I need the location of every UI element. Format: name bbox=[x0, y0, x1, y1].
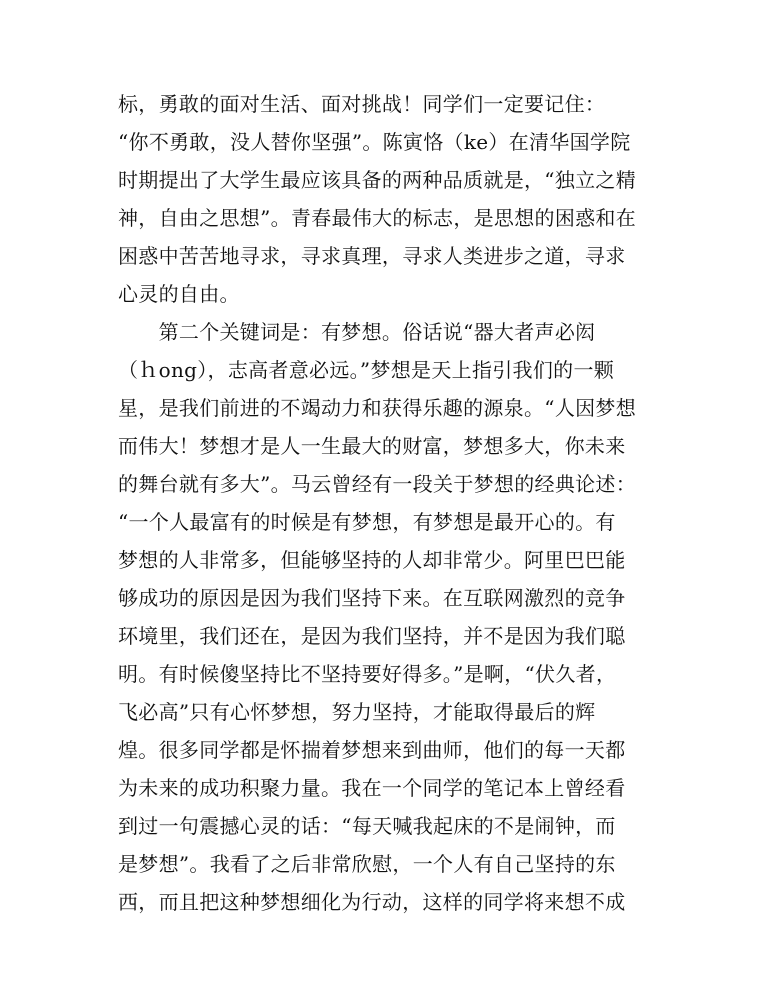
text-line: 西，而且把这种梦想细化为行动，这样的同学将来想不成 bbox=[118, 890, 626, 914]
text-line: 煌。很多同学都是怀揣着梦想来到曲师，他们的每一天都 bbox=[118, 738, 626, 762]
text-line: 够成功的原因是因为我们坚持下来。在互联网激烈的竞争 bbox=[118, 586, 626, 610]
text-line: 神，自由之思想”。青春最伟大的标志，是思想的困惑和在 bbox=[118, 206, 637, 230]
text-line: 星，是我们前进的不竭动力和获得乐趣的源泉。“人因梦想 bbox=[118, 396, 637, 420]
text-line: 梦想的人非常多，但能够坚持的人却非常少。阿里巴巴能 bbox=[118, 548, 626, 572]
text-line: 心灵的自由。 bbox=[118, 282, 240, 306]
text-line: 到过一句震撼心灵的话：“每天喊我起床的不是闹钟，而 bbox=[118, 814, 616, 838]
text-line: 环境里，我们还在，是因为我们坚持，并不是因为我们聪 bbox=[118, 624, 626, 648]
text-line: “你不勇敢，没人替你坚强”。陈寅恪（ke）在清华国学院 bbox=[118, 130, 631, 154]
text-line: 而伟大！梦想才是人一生最大的财富，梦想多大，你未来 bbox=[118, 434, 626, 458]
text-line: 的舞台就有多大”。马云曾经有一段关于梦想的经典论述： bbox=[118, 472, 637, 496]
text-line: 标，勇敢的面对生活、面对挑战！同学们一定要记住： bbox=[118, 92, 606, 116]
text-line: （ｈong），志高者意必远。”梦想是天上指引我们的一颗 bbox=[118, 358, 615, 382]
text-line: 第二个关键词是：有梦想。俗话说“器大者声必闳 bbox=[118, 320, 596, 344]
text-line: 困惑中苦苦地寻求，寻求真理，寻求人类进步之道，寻求 bbox=[118, 244, 626, 268]
text-line: “一个人最富有的时候是有梦想，有梦想是最开心的。有 bbox=[118, 510, 616, 534]
text-line: 飞必高”只有心怀梦想，努力坚持，才能取得最后的辉 bbox=[118, 700, 596, 724]
text-line: 时期提出了大学生最应该具备的两种品质就是，“独立之精 bbox=[118, 168, 637, 192]
text-line: 是梦想”。我看了之后非常欣慰，一个人有自己坚持的东 bbox=[118, 852, 616, 876]
text-line: 明。有时候傻坚持比不坚持要好得多。”是啊，“伏久者， bbox=[118, 662, 617, 686]
text-line: 为未来的成功积聚力量。我在一个同学的笔记本上曾经看 bbox=[118, 776, 626, 800]
